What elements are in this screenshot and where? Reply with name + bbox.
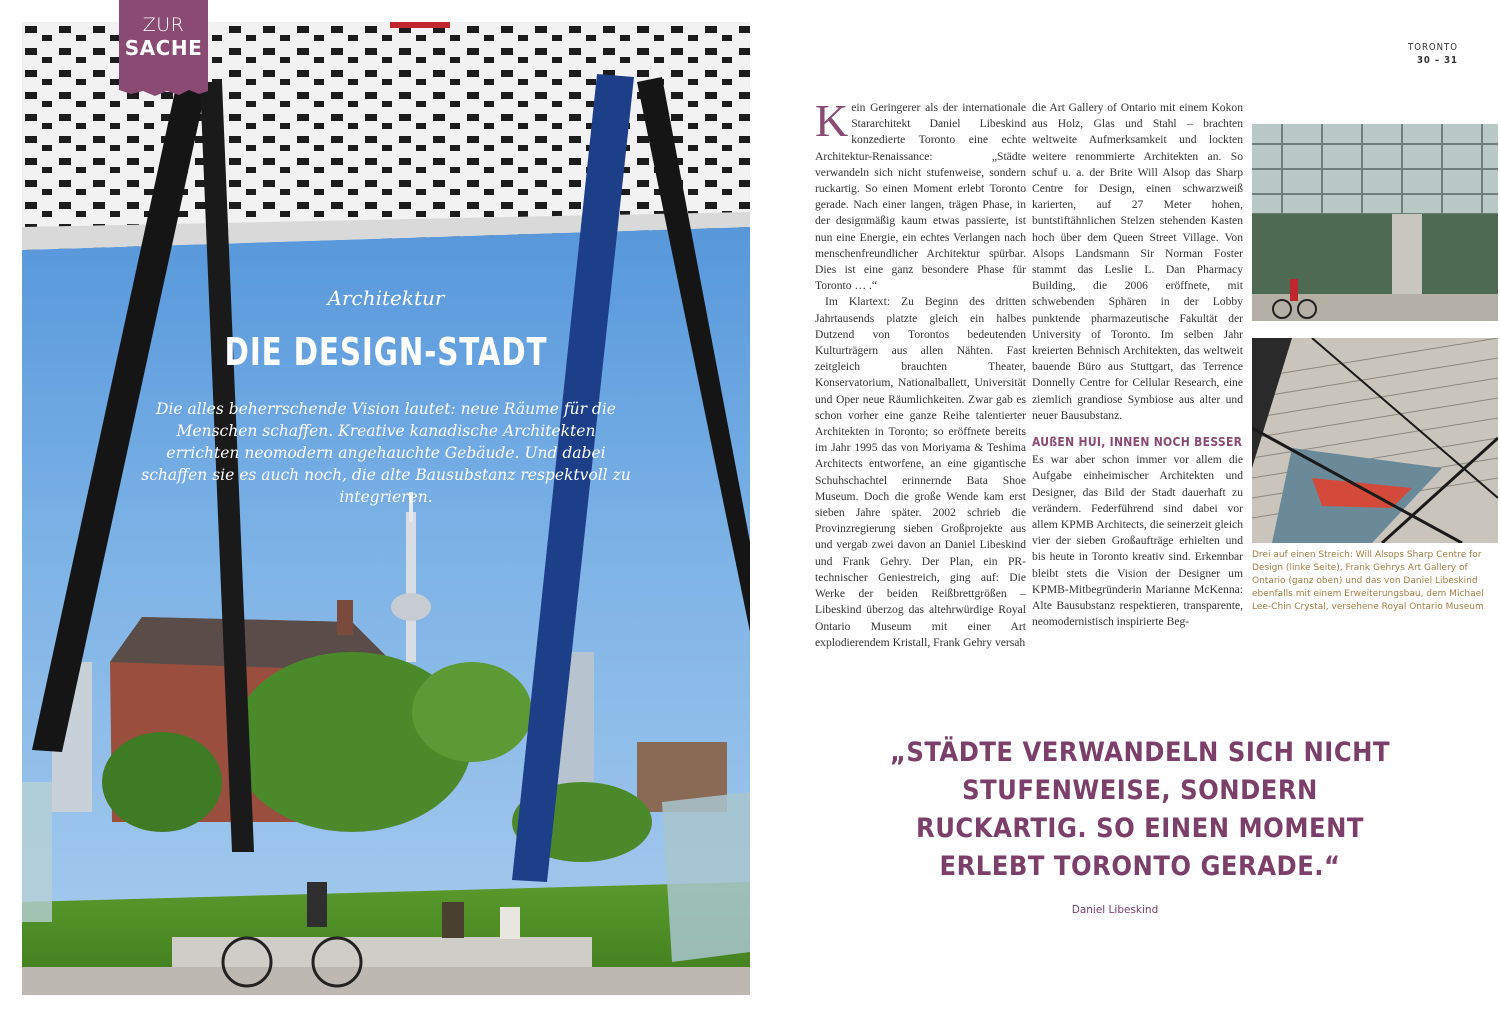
article-column-1 [815,95,1026,651]
feature-title: DIE DESIGN-STADT [224,330,548,374]
pull-quote: „STÄDTE VERWANDELN SICH NICHT STUFENWEISE, SONDERN RUCKARTIG. SO EINEN MOMENT ERLEBT TORONTO GERADE.“ [889,737,1391,882]
article-subhead: AUßEN HUI, INNEN NOCH BESSER [1032,435,1243,450]
page-numbers: 30 – 31 [1416,55,1458,66]
sharp-centre-illustration [22,22,750,995]
art-gallery-illustration [1252,124,1498,321]
feature-intro: Die alles beherrschende Vision lautet: neue Räume für die Menschen schaffen. Kreative kanadische Architekten errichten neomodern angehauchte Gebäude. Und dabei schaffen sie es auch noch, die alte Bausubstanz respektvoll zu integrieren. [141,400,631,506]
section-badge [119,0,208,88]
article-column-2 [1032,100,1243,631]
running-head-section: TORONTO [1408,42,1458,53]
badge-brush-edge [119,88,208,96]
article-paragraph-2: Im Klartext: Zu Beginn des dritten Jahrtausends platzte gleich ein halbes Dutzend von Torontos bedeutenden Kulturträgern aus allen Nähten. Fast zeitgleich brauchten Theater, Konservatorium, Nationalballett, Universität und Oper neue Räumlichkeiten. Zwar gab es schon vorher eine ganze Reihe talentierter Architekten in Toronto; so eröffnete bereits im Jahr 1995 das von Moriyama & Teshima Architects entworfene, an eine gigantische Schuhschachtel erinnernde Bata Shoe Museum. Doch die große Wende kam erst sieben Jahre später. 2002 schrieb die Provinzregierung sieben Großprojekte aus und vergab zwei davon an Daniel Libeskind und Frank Gehry. Der Plan, ein PR-technischer Geniestreich, ging auf: Die Werke der beiden Reißbrettgrößen – Libeskind überzog das altehrwürdige Royal Ontario Museum mit einer Art explodierendem Kristall, Frank Gehry versah [815,295,1026,649]
article-paragraph-4: Es war aber schon immer vor allem die Aufgabe einheimischer Architekten und Designer, das Bild der Stadt dauerhaft zu verändern. Federführend sind dabei vor allem KPMB Architects, die seinerzeit gleich vier der sieben Großaufträge erhielten und bis heute in Toronto kreativ sind. Erkennbar bleibt stets die Vision der Designer um KPMB-Mitbegründerin Marianne McKenna: Alte Bausubstanz respektieren, transparente, neomodernistisch inspirierte Beg- [1032,453,1243,629]
feature-kicker: Architektur [327,286,445,310]
photo-caption: Drei auf einen Streich: Will Alsops Sharp Centre for Design (linke Seite), Frank Gehrys Art Gallery of Ontario (ganz oben) und das von Daniel Libeskind ebenfalls mit einem Erweiterungsbau, dem Michael Lee-Chin Crystal, versehene Royal Ontario Museum [1252,550,1484,612]
hero-photo [22,22,750,995]
article-paragraph-1-text: ein Geringerer als der internationale Stararchitekt Daniel Libeskind konzedierte Toronto eine echte Architektur-Renaissance: „Städte verwandeln sich nicht stufenweise, sondern ruckartig. So einen Moment erlebt Toronto gerade. Nach einer langen, trägen Phase, in der designmäßig kaum etwas passierte, ist nun eine Energie, ein echtes Verlangen nach menschenfreundlicher Architektur spürbar. Dies ist eine ganz besondere Phase für Toronto … .“ [815,101,1026,293]
running-head [1408,41,1458,67]
article-paragraph-1 [815,95,1026,294]
rom-crystal-illustration [1252,338,1498,543]
pull-quote-author: Daniel Libeskind [1071,904,1159,916]
photo-art-gallery [1252,124,1498,321]
photo-royal-ontario-museum [1252,338,1498,543]
drop-cap: K [815,95,849,146]
badge-line-1: ZUR [142,14,185,36]
badge-line-2: SACHE [124,36,203,60]
article-paragraph-3: die Art Gallery of Ontario mit einem Kokon aus Holz, Glas und Stahl – brachten weltweite Aufmerksamkeit und lockten weitere renommierte Architekten an. So schuf u. a. der Brite Will Alsop das Sharp Centre for Design, einen schwarzweiß karierten, auf 27 Meter hohen, buntstiftähnlichen Stelzen stehenden Kasten hoch über dem Queen Street Village. Von Alsops Landsmann Sir Norman Foster stammt das Leslie L. Dan Pharmacy Building, die 2006 eröffnete, mit schwebenden Sphären in der Lobby punktende pharmazeutische Fakultät der University of Toronto. Im selben Jahr kreierten Behnisch Architekten, das weltweit bauende Büro aus Stuttgart, das Terrence Donnelly Centre for Cellular Research, eine ziemlich grandiose Symbiose aus alter und neuer Bausubstanz. [1032,101,1243,422]
